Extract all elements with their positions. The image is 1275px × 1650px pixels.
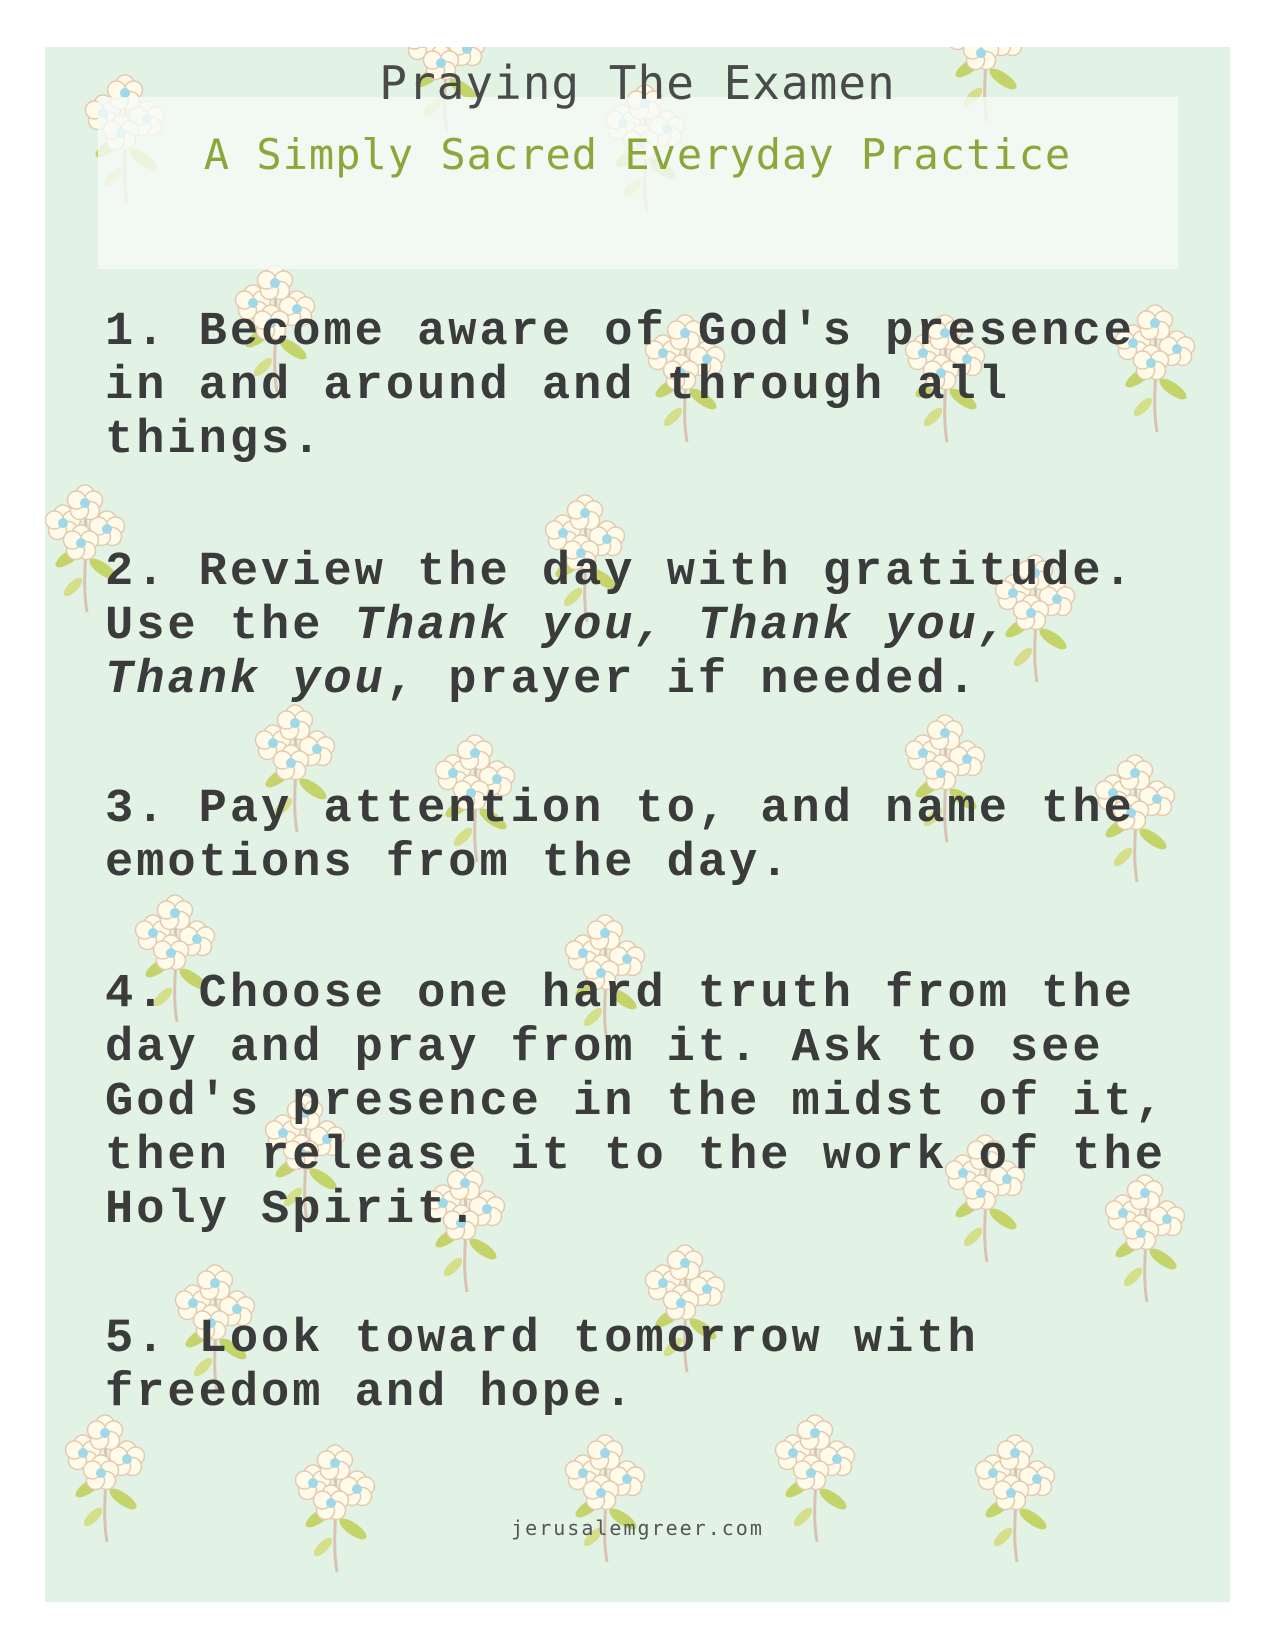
title-banner — [98, 97, 1178, 269]
step-5 — [105, 1313, 1195, 1421]
step-number: 2. — [105, 546, 168, 599]
step-number: 3. — [105, 783, 168, 836]
step-text: Choose one hard truth from the day and pray from it. Ask to see God's presence in the midst of it, then release it to the work of the Holy Spirit. — [105, 968, 1166, 1237]
step-text: Become aware of God's presence in and around and through all things. — [105, 306, 1135, 467]
step-1 — [105, 306, 1195, 468]
step-4 — [105, 968, 1195, 1238]
step-text-end: , prayer if needed. — [385, 654, 979, 707]
step-number: 4. — [105, 968, 168, 1021]
step-number: 1. — [105, 306, 168, 359]
step-text: Pay attention to, and name the emotions from the day. — [105, 783, 1135, 890]
step-3 — [105, 783, 1195, 891]
step-number: 5. — [105, 1313, 168, 1366]
page-subtitle: A Simply Sacred Everyday Practice — [203, 130, 1072, 179]
step-text: Review the day with gratitude. Use the — [105, 546, 1135, 653]
step-emphasis: Thank you, Thank you, Thank you — [105, 600, 1010, 707]
site-url: jerusalemgreer.com — [511, 1516, 764, 1540]
page-title: Praying The Examen — [379, 56, 896, 110]
step-2 — [105, 546, 1195, 708]
step-text: Look toward tomorrow with freedom and hope. — [105, 1313, 979, 1420]
